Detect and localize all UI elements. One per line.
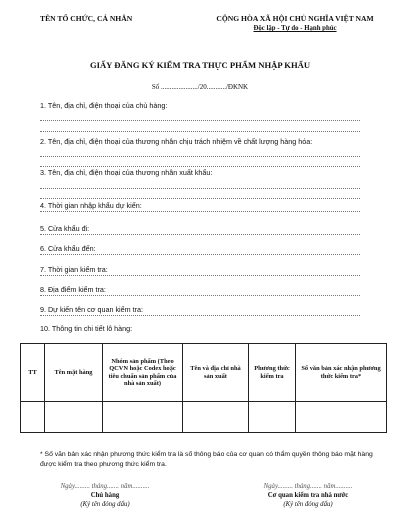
field-inspection-time: 7. Thời gian kiểm tra: xyxy=(40,265,108,274)
fill-line[interactable] xyxy=(40,295,360,296)
signature-hint: (Ký tên đóng dấu) xyxy=(80,501,130,508)
col-header-item-name: Tên mặt hàng xyxy=(45,344,103,402)
signature-hint: (Ký tên đóng dấu) xyxy=(283,501,333,508)
fill-line[interactable] xyxy=(40,188,360,189)
col-header-no: TT xyxy=(21,344,45,402)
field-shipment-details: 10. Thông tin chi tiết lô hàng: xyxy=(40,324,133,333)
fill-line[interactable] xyxy=(40,254,360,255)
fill-line[interactable] xyxy=(40,275,360,276)
field-responsible-trader: 2. Tên, địa chỉ, điện thoại của thương nhân chịu trách nhiệm về chất lượng hàng hóa: xyxy=(40,137,313,146)
field-consignor: 1. Tên, địa chỉ, điện thoại của chủ hàng: xyxy=(40,101,168,110)
national-header xyxy=(205,14,385,32)
signature-date: Ngày......... tháng....... năm.......... xyxy=(60,483,150,490)
signature-role: Chủ hàng xyxy=(90,492,120,499)
fill-line[interactable] xyxy=(40,120,360,121)
table-cell[interactable] xyxy=(296,402,387,433)
field-inspection-agency: 9. Dự kiến tên cơ quan kiểm tra: xyxy=(40,305,144,314)
fill-line[interactable] xyxy=(40,234,360,235)
field-arrival-gate: 6. Cửa khẩu đến: xyxy=(40,244,96,253)
table-cell[interactable] xyxy=(183,402,249,433)
document-title: GIẤY ĐĂNG KÝ KIỂM TRA THỰC PHẨM NHẬP KHẨU xyxy=(89,60,311,70)
fill-line[interactable] xyxy=(40,315,360,316)
fill-line[interactable] xyxy=(40,131,360,132)
col-header-manufacturer: Tên và địa chỉ nhà sản xuất xyxy=(183,344,249,402)
table-cell[interactable] xyxy=(249,402,296,433)
col-header-product-group: Nhóm sản phẩm (Theo QCVN hoặc Codex hoặc tiêu chuẩn sản phẩm của nhà sản xuất) xyxy=(103,344,183,402)
signature-role: Cơ quan kiểm tra nhà nước xyxy=(267,492,349,499)
field-exporter: 3. Tên, địa chỉ, điện thoại của thương nhân xuất khẩu: xyxy=(40,168,213,177)
signature-authority xyxy=(228,483,388,508)
organization-label: TÊN TỔ CHỨC, CÁ NHÂN xyxy=(40,14,133,23)
document-number: Số ...................../20.........../ĐKNK xyxy=(151,83,249,91)
table-row xyxy=(21,402,387,433)
national-motto: Độc lập - Tự do - Hạnh phúc xyxy=(253,25,337,32)
fill-line[interactable] xyxy=(40,156,360,157)
table-cell[interactable] xyxy=(103,402,183,433)
field-import-time: 4. Thời gian nhập khẩu dự kiến: xyxy=(40,201,142,210)
table-cell[interactable] xyxy=(45,402,103,433)
field-inspection-place: 8. Địa điểm kiểm tra: xyxy=(40,285,106,294)
signature-consignor xyxy=(30,483,180,508)
signature-date: Ngày......... tháng....... năm.......... xyxy=(263,483,353,490)
col-header-confirmation-doc: Số văn bản xác nhận phương thức kiểm tra* xyxy=(296,344,387,402)
nation-name: CỘNG HÒA XÃ HỘI CHỦ NGHĨA VIỆT NAM xyxy=(216,14,374,23)
fill-line[interactable] xyxy=(40,198,360,199)
field-departure-gate: 5. Cửa khẩu đi: xyxy=(40,224,90,233)
col-header-inspection-method: Phương thức kiểm tra xyxy=(249,344,296,402)
table-cell[interactable] xyxy=(21,402,45,433)
shipment-table xyxy=(20,343,387,433)
fill-line[interactable] xyxy=(40,166,360,167)
fill-line[interactable] xyxy=(40,211,360,212)
footnote: * Số văn bản xác nhận phương thức kiểm tra là số thông báo của cơ quan có thẩm quyền thông báo mặt hàng được kiểm tra theo phương thức kiểm tra. xyxy=(40,451,373,468)
